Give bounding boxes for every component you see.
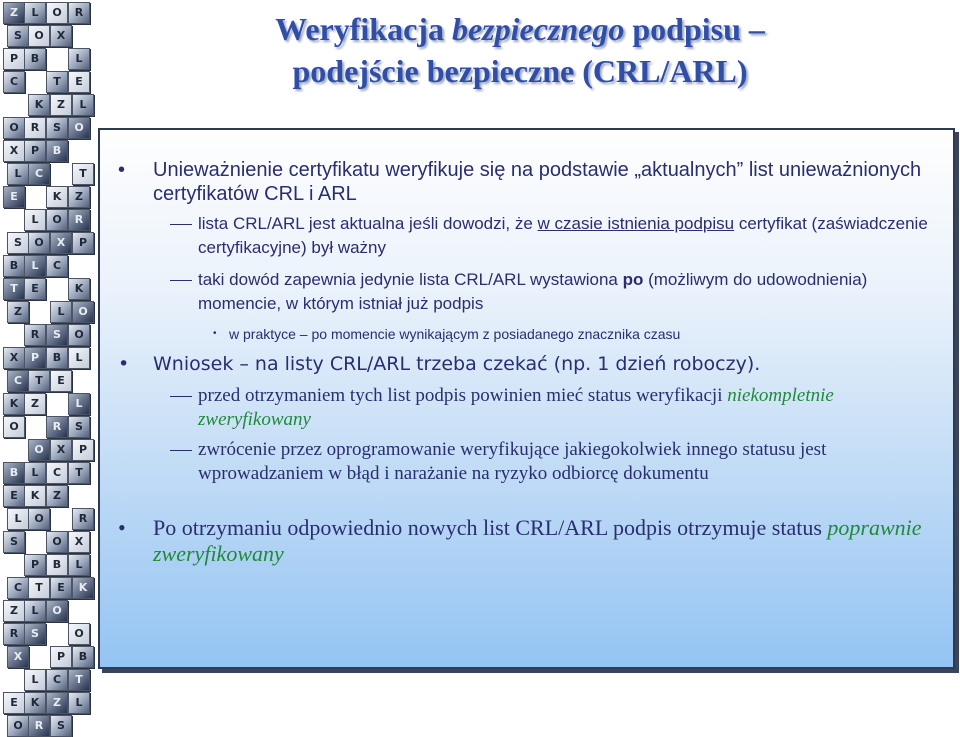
letter-tile: L xyxy=(72,94,94,116)
letter-tile: S xyxy=(7,232,29,254)
tile-row xyxy=(0,508,92,530)
letter-tile: O xyxy=(46,209,68,231)
letter-tile: T xyxy=(68,669,90,691)
letter-tile: L xyxy=(24,209,46,231)
letter-tile: S xyxy=(68,416,90,438)
letter-tile: K xyxy=(28,94,50,116)
letter-tile: O xyxy=(28,508,50,530)
slide-title xyxy=(160,8,880,92)
bullet-1-2-text: taki dowód zapewnia jedynie lista CRL/ARL wystawiona po (możliwym do udowodnienia) momencie, w którym istniał już podpis xyxy=(198,270,868,313)
letter-tile: L xyxy=(68,554,90,576)
letter-tile: Z xyxy=(46,485,68,507)
letter-tile: P xyxy=(24,554,46,576)
letter-tile: E xyxy=(3,485,25,507)
letter-tile: C xyxy=(28,163,50,185)
tile-row xyxy=(0,94,92,116)
letter-tile: L xyxy=(68,692,90,714)
letter-tile: L xyxy=(24,255,46,277)
bullet-3-text: Po otrzymaniu odpowiednio nowych list CRL/ARL podpis otrzymuje status poprawnie zweryfikowany xyxy=(153,515,922,566)
letter-tile: O xyxy=(3,416,25,438)
letter-tile: E xyxy=(24,278,46,300)
letter-tile: R xyxy=(24,324,46,346)
bullet-marker: • xyxy=(118,159,126,181)
letter-tile: L xyxy=(68,347,90,369)
letter-tile: O xyxy=(28,232,50,254)
tile-row xyxy=(0,485,92,507)
letter-tile: Z xyxy=(3,600,25,622)
letter-tile: E xyxy=(50,577,72,599)
letter-tile: O xyxy=(28,25,50,47)
content-panel xyxy=(98,128,955,669)
letter-tile: O xyxy=(68,623,90,645)
letter-tile: K xyxy=(46,186,68,208)
letter-tile: S xyxy=(50,715,72,737)
letter-tile: S xyxy=(24,623,46,645)
letter-tile: P xyxy=(50,646,72,668)
letter-tile: L xyxy=(24,600,46,622)
letter-tile: X xyxy=(68,531,90,553)
letter-tile: R xyxy=(68,2,90,24)
letter-tile: L xyxy=(24,462,46,484)
underlined-phrase: w czasie istnienia podpisu xyxy=(537,214,735,233)
letter-tile: X xyxy=(7,646,29,668)
letter-tile: O xyxy=(68,117,90,139)
letter-tile: T xyxy=(3,278,25,300)
tile-row xyxy=(0,117,92,139)
letter-tile: X xyxy=(3,140,25,162)
letter-tile: R xyxy=(68,209,90,231)
letter-tile: B xyxy=(46,347,68,369)
letter-tile: O xyxy=(72,301,94,323)
letter-tile: K xyxy=(72,577,94,599)
letter-tile: L xyxy=(24,2,46,24)
tile-row xyxy=(0,140,92,162)
letter-tile: O xyxy=(46,600,68,622)
letter-tile: P xyxy=(72,232,94,254)
letter-tile: C xyxy=(3,71,25,93)
bullet-1-text: Unieważnienie certyfikatu weryfikuje się na podstawie „aktualnych” list unieważnionych certyfikatów CRL i ARL xyxy=(153,159,922,205)
letter-tile: T xyxy=(46,71,68,93)
letter-tile: R xyxy=(3,623,25,645)
bullet-marker: • xyxy=(118,515,126,540)
letter-tile: C xyxy=(7,370,29,392)
letter-tile: T xyxy=(28,577,50,599)
bullet-marker: • xyxy=(213,328,217,339)
tile-row xyxy=(0,48,92,70)
tile-row xyxy=(0,692,92,714)
tile-row xyxy=(0,278,92,300)
bullet-marker: • xyxy=(118,353,130,375)
letter-tile: E xyxy=(3,692,25,714)
letter-tile: B xyxy=(24,48,46,70)
letter-tile: B xyxy=(46,554,68,576)
tile-row xyxy=(0,71,92,93)
letter-tile: B xyxy=(72,646,94,668)
letter-tile: L xyxy=(7,508,29,530)
letter-tile: S xyxy=(46,324,68,346)
tile-row xyxy=(0,347,92,369)
letter-tile: L xyxy=(7,163,29,185)
letter-tile: C xyxy=(7,577,29,599)
status-incomplete: niekompletnie zweryfikowany xyxy=(198,385,834,430)
letter-tile: S xyxy=(7,25,29,47)
tile-row xyxy=(0,25,92,47)
tile-row xyxy=(0,416,92,438)
decorative-tile-strip xyxy=(0,0,92,732)
letter-tile: O xyxy=(7,715,29,737)
letter-tile: Z xyxy=(3,2,25,24)
letter-tile: P xyxy=(3,48,25,70)
letter-tile: Z xyxy=(7,301,29,323)
letter-tile: P xyxy=(24,140,46,162)
tile-row xyxy=(0,623,92,645)
dash-marker xyxy=(170,396,192,397)
tile-row xyxy=(0,462,92,484)
bullet-2-1-text: przed otrzymaniem tych list podpis powinien mieć status weryfikacji niekompletnie zweryfikowany xyxy=(198,385,834,430)
letter-tile: C xyxy=(46,462,68,484)
letter-tile: P xyxy=(72,439,94,461)
letter-tile: O xyxy=(68,324,90,346)
title-line2: podejście bezpieczne (CRL/ARL) xyxy=(292,53,748,89)
bullet-2-text: Wniosek – na listy CRL/ARL trzeba czekać (np. 1 dzień roboczy). xyxy=(153,353,761,375)
tile-row xyxy=(0,531,92,553)
letter-tile: T xyxy=(28,370,50,392)
tile-row xyxy=(0,255,92,277)
status-verified: poprawnie zweryfikowany xyxy=(153,515,922,566)
letter-tile: R xyxy=(46,416,68,438)
letter-tile: O xyxy=(46,531,68,553)
letter-tile: T xyxy=(72,163,94,185)
tile-row xyxy=(0,232,92,254)
letter-tile: S xyxy=(3,531,25,553)
tile-row xyxy=(0,324,92,346)
tile-row xyxy=(0,600,92,622)
letter-tile: P xyxy=(24,347,46,369)
tile-row xyxy=(0,186,92,208)
tile-row xyxy=(0,669,92,691)
letter-tile: C xyxy=(46,255,68,277)
letter-tile: T xyxy=(68,462,90,484)
letter-tile: O xyxy=(3,117,25,139)
tile-row xyxy=(0,2,92,24)
bullet-2-2-text: zwrócenie przez oprogramowanie weryfikujące jakiegokolwiek innego statusu jest wprowadzaniem w błąd i narażanie na ryzyko odbiorcę dokumentu xyxy=(198,439,827,484)
letter-tile: X xyxy=(50,25,72,47)
letter-tile: L xyxy=(68,393,90,415)
letter-tile: L xyxy=(24,669,46,691)
letter-tile: X xyxy=(3,347,25,369)
letter-tile: L xyxy=(50,301,72,323)
letter-tile: E xyxy=(68,71,90,93)
letter-tile: E xyxy=(3,186,25,208)
letter-tile: B xyxy=(46,140,68,162)
letter-tile: S xyxy=(46,117,68,139)
tile-row xyxy=(0,439,92,461)
letter-tile: K xyxy=(24,692,46,714)
tile-row xyxy=(0,301,92,323)
letter-tile: Z xyxy=(50,94,72,116)
letter-tile: R xyxy=(24,117,46,139)
letter-tile: K xyxy=(3,393,25,415)
title-line1-pre: Weryfikacja xyxy=(275,11,452,47)
tile-row xyxy=(0,646,92,668)
tile-row xyxy=(0,209,92,231)
tile-row xyxy=(0,715,92,737)
letter-tile: Z xyxy=(46,692,68,714)
tile-row xyxy=(0,577,92,599)
dash-marker xyxy=(170,224,192,225)
letter-tile: X xyxy=(50,232,72,254)
tile-row xyxy=(0,554,92,576)
letter-tile: X xyxy=(50,439,72,461)
letter-tile: L xyxy=(68,48,90,70)
dash-marker xyxy=(170,280,192,281)
bullet-1-2-1-text: w praktyce – po momencie wynikającym z posiadanego znacznika czasu xyxy=(229,326,681,342)
bold-word: po xyxy=(622,270,644,289)
letter-tile: R xyxy=(72,508,94,530)
letter-tile: R xyxy=(28,715,50,737)
letter-tile: O xyxy=(28,439,50,461)
letter-tile: C xyxy=(46,669,68,691)
tile-row xyxy=(0,163,92,185)
letter-tile: B xyxy=(3,255,25,277)
title-line1-emphasis: bezpiecznego xyxy=(451,11,625,47)
letter-tile: Z xyxy=(68,186,90,208)
letter-tile: E xyxy=(50,370,72,392)
letter-tile: Z xyxy=(24,393,46,415)
bullet-1-1-text: lista CRL/ARL jest aktualna jeśli dowodzi, że w czasie istnienia podpisu certyfikat (zaświadczenie certyfikacyjne) był ważny xyxy=(198,214,928,257)
tile-row xyxy=(0,393,92,415)
letter-tile: B xyxy=(3,462,25,484)
letter-tile: K xyxy=(68,278,90,300)
letter-tile: K xyxy=(24,485,46,507)
dash-marker xyxy=(170,450,192,451)
tile-row xyxy=(0,370,92,392)
title-line1-post: podpisu – xyxy=(624,11,765,47)
letter-tile: O xyxy=(46,2,68,24)
